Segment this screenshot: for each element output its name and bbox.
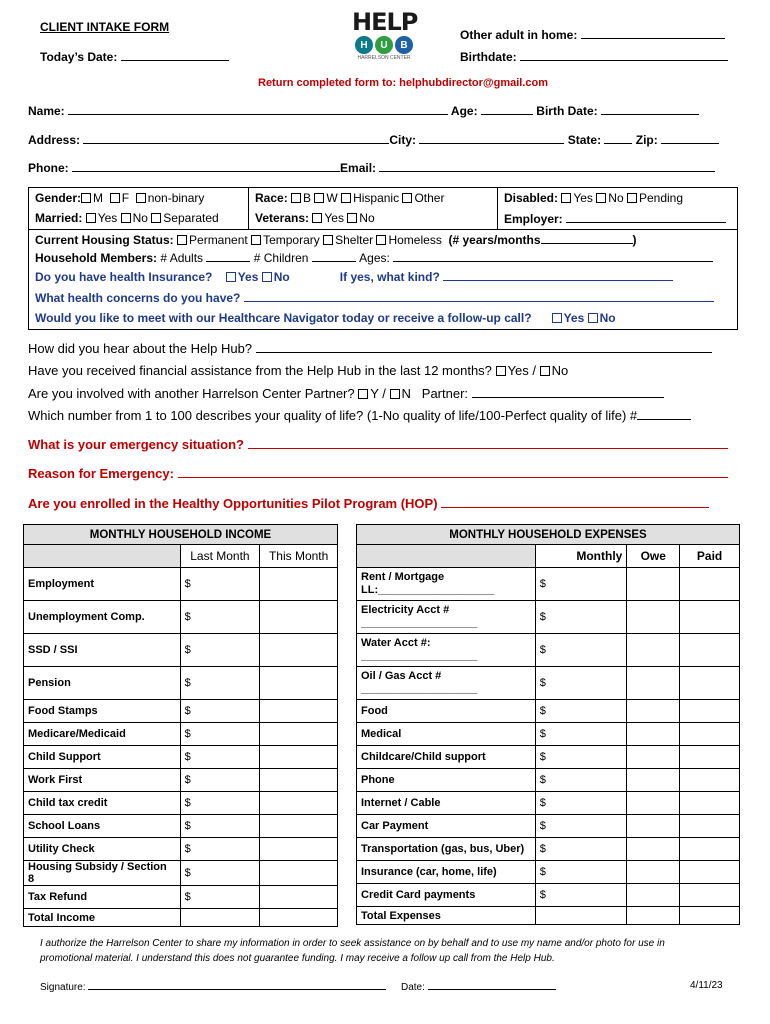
expenses-col-owe: Owe: [627, 545, 680, 568]
married-yes-checkbox[interactable]: [86, 213, 96, 223]
expense-row: [357, 723, 740, 746]
address-row: Address: City: State: Zip:: [28, 132, 719, 147]
expense-paid-cell[interactable]: [680, 792, 740, 815]
hear-question: How did you hear about the Help Hub?: [28, 341, 712, 356]
expense-owe-cell[interactable]: [627, 815, 680, 838]
housing-row: Current Housing Status: Permanent Temporary Shelter Homeless (# years/months ): [35, 233, 637, 247]
income-row-label: SSD / SSI: [24, 634, 181, 667]
hear-field[interactable]: [256, 341, 712, 353]
expense-row: [357, 746, 740, 769]
expense-owe-cell[interactable]: [627, 667, 680, 700]
expense-monthly-cell[interactable]: $: [535, 815, 627, 838]
income-row-label: Utility Check: [24, 838, 181, 861]
expense-row-label: Childcare/Child support: [357, 746, 536, 769]
income-last-month-cell[interactable]: $: [180, 815, 260, 838]
expense-owe-cell[interactable]: [627, 700, 680, 723]
signature-field[interactable]: [88, 980, 386, 990]
navigator-row: Would you like to meet with our Healthcare Navigator today or receive a follow-up call? Yes No: [35, 311, 616, 325]
expense-row-label: Food: [357, 700, 536, 723]
expense-row-label: Phone: [357, 769, 536, 792]
todays-date-field[interactable]: [121, 49, 229, 61]
income-this-month-cell[interactable]: [260, 601, 338, 634]
disabled-yes-checkbox[interactable]: [561, 193, 571, 203]
date-field[interactable]: [428, 980, 556, 990]
household-row: Household Members: # Adults # Children Ages:: [35, 250, 713, 265]
emergency-situation-field[interactable]: [248, 437, 728, 449]
expense-row-label: Transportation (gas, bus, Uber): [357, 838, 536, 861]
income-last-month-cell[interactable]: $: [180, 838, 260, 861]
income-col-last: Last Month: [180, 545, 260, 568]
expense-monthly-cell[interactable]: $: [535, 700, 627, 723]
expense-paid-cell[interactable]: [680, 884, 740, 907]
version-date: 4/11/23: [690, 980, 723, 991]
housing-permanent-checkbox[interactable]: [177, 235, 187, 245]
income-row-label: Pension: [24, 667, 181, 700]
gender-f-checkbox[interactable]: [110, 193, 120, 203]
income-last-month-cell[interactable]: $: [180, 746, 260, 769]
income-row-label: Employment: [24, 568, 181, 601]
assist-yes-checkbox[interactable]: [496, 366, 506, 376]
return-instructions: Return completed form to: helphubdirector@gmail.com: [258, 77, 549, 89]
address-field[interactable]: [83, 132, 389, 144]
income-row: [24, 746, 338, 769]
income-total-row: [24, 909, 338, 927]
expense-owe-cell[interactable]: [627, 884, 680, 907]
race-w-checkbox[interactable]: [314, 193, 324, 203]
expense-monthly-cell[interactable]: $: [535, 884, 627, 907]
income-row: [24, 634, 338, 667]
expense-row-label: Oil / Gas Acct # ___________________: [357, 667, 536, 700]
expense-row: [357, 838, 740, 861]
expense-monthly-cell[interactable]: $: [535, 667, 627, 700]
expense-monthly-cell[interactable]: $: [535, 723, 627, 746]
children-field[interactable]: [312, 250, 356, 262]
veterans-no-checkbox[interactable]: [347, 213, 357, 223]
insurance-no-checkbox[interactable]: [262, 272, 272, 282]
income-table: [23, 524, 338, 927]
navigator-yes-checkbox[interactable]: [552, 313, 562, 323]
insurance-kind-field[interactable]: [443, 269, 673, 281]
expense-monthly-cell[interactable]: $: [535, 861, 627, 884]
income-total-this[interactable]: [260, 909, 338, 927]
housing-homeless-checkbox[interactable]: [376, 235, 386, 245]
expense-monthly-cell[interactable]: $: [535, 792, 627, 815]
navigator-no-checkbox[interactable]: [588, 313, 598, 323]
income-this-month-cell[interactable]: [260, 723, 338, 746]
income-last-month-cell[interactable]: $: [180, 601, 260, 634]
city-field[interactable]: [419, 132, 564, 144]
expense-monthly-cell[interactable]: $: [535, 769, 627, 792]
expenses-table: [356, 524, 740, 925]
expense-paid-cell[interactable]: [680, 861, 740, 884]
expense-owe-cell[interactable]: [627, 769, 680, 792]
date-row: Date:: [401, 980, 556, 993]
income-last-month-cell[interactable]: $: [180, 861, 260, 886]
expense-paid-cell[interactable]: [680, 568, 740, 601]
income-row-label: Unemployment Comp.: [24, 601, 181, 634]
hop-question: Are you enrolled in the Healthy Opportunities Pilot Program (HOP): [28, 496, 709, 511]
consent-line-2: promotional material. I understand this does not guarantee funding. I may receive a follow up call from the Help Hub.: [40, 953, 555, 964]
income-this-month-cell[interactable]: [260, 861, 338, 886]
employer-row: Employer:: [504, 211, 726, 226]
landlord-field[interactable]: LL:___________________: [361, 584, 495, 596]
gender-m-checkbox[interactable]: [81, 193, 91, 203]
expense-total-monthly[interactable]: [535, 907, 627, 925]
income-row: [24, 792, 338, 815]
expense-owe-cell[interactable]: [627, 723, 680, 746]
emergency-reason-field[interactable]: [178, 466, 728, 478]
disabled-no-checkbox[interactable]: [596, 193, 606, 203]
income-row: [24, 601, 338, 634]
expense-paid-cell[interactable]: [680, 746, 740, 769]
name-field[interactable]: [68, 103, 448, 115]
expense-total-owe[interactable]: [627, 907, 680, 925]
years-field[interactable]: [541, 232, 633, 244]
income-this-month-cell[interactable]: [260, 667, 338, 700]
age-field[interactable]: [481, 103, 533, 115]
expense-total-label: Total Expenses: [357, 907, 536, 925]
partner-y-checkbox[interactable]: [358, 389, 368, 399]
income-last-month-cell[interactable]: $: [180, 723, 260, 746]
income-row: [24, 568, 338, 601]
housing-shelter-checkbox[interactable]: [323, 235, 333, 245]
income-last-month-cell[interactable]: $: [180, 700, 260, 723]
income-row-label: Tax Refund: [24, 886, 181, 909]
income-title: MONTHLY HOUSEHOLD INCOME: [24, 525, 338, 545]
income-row-label: Housing Subsidy / Section 8: [24, 861, 181, 886]
income-row: [24, 861, 338, 886]
ages-field[interactable]: [393, 250, 713, 262]
expense-row-label: Rent / Mortgage LL:___________________: [357, 568, 536, 601]
expense-total-paid[interactable]: [680, 907, 740, 925]
phone-field[interactable]: [72, 160, 340, 172]
expense-owe-cell[interactable]: [627, 568, 680, 601]
help-hub-logo: HELP H U B HARRELSON CENTER: [352, 8, 418, 61]
partner-n-checkbox[interactable]: [390, 389, 400, 399]
expense-total-row: [357, 907, 740, 925]
name-row: Name: Age: Birth Date:: [28, 103, 699, 118]
veterans-yes-checkbox[interactable]: [312, 213, 322, 223]
expense-row: [357, 769, 740, 792]
form-title: CLIENT INTAKE FORM: [40, 20, 170, 34]
expense-row-label: Credit Card payments: [357, 884, 536, 907]
adults-field[interactable]: [206, 250, 250, 262]
married-separated-checkbox[interactable]: [151, 213, 161, 223]
quality-field[interactable]: [637, 408, 691, 420]
income-last-month-cell[interactable]: $: [180, 769, 260, 792]
zip-field[interactable]: [661, 132, 719, 144]
expense-row: [357, 884, 740, 907]
income-this-month-cell[interactable]: [260, 746, 338, 769]
race-b-checkbox[interactable]: [291, 193, 301, 203]
state-field[interactable]: [604, 132, 632, 144]
expense-monthly-cell[interactable]: $: [535, 746, 627, 769]
insurance-yes-checkbox[interactable]: [226, 272, 236, 282]
expense-paid-cell[interactable]: [680, 700, 740, 723]
expense-paid-cell[interactable]: [680, 667, 740, 700]
race-hispanic-checkbox[interactable]: [341, 193, 351, 203]
income-row-label: Medicare/Medicaid: [24, 723, 181, 746]
expense-monthly-cell[interactable]: $: [535, 601, 627, 634]
expense-paid-cell[interactable]: [680, 723, 740, 746]
income-this-month-cell[interactable]: [260, 769, 338, 792]
income-row: [24, 723, 338, 746]
expense-row-label: Electricity Acct # ___________________: [357, 601, 536, 634]
expense-owe-cell[interactable]: [627, 601, 680, 634]
expense-owe-cell[interactable]: [627, 792, 680, 815]
expense-owe-cell[interactable]: [627, 634, 680, 667]
insurance-row: Do you have health Insurance? Yes No If yes, what kind?: [35, 269, 673, 284]
income-this-month-cell[interactable]: [260, 792, 338, 815]
expenses-col-monthly: Monthly: [535, 545, 627, 568]
email-field[interactable]: [379, 160, 715, 172]
income-row-label: Food Stamps: [24, 700, 181, 723]
income-this-month-cell[interactable]: [260, 700, 338, 723]
veterans-row: Veterans: Yes No: [255, 211, 375, 225]
housing-temporary-checkbox[interactable]: [251, 235, 261, 245]
income-this-month-cell[interactable]: [260, 568, 338, 601]
signature-row: Signature:: [40, 980, 386, 993]
income-row: [24, 700, 338, 723]
quality-question: Which number from 1 to 100 describes your quality of life? (1-No quality of life/100-Perfect quality of life) #: [28, 408, 691, 423]
expense-row-label: Internet / Cable: [357, 792, 536, 815]
expense-monthly-cell[interactable]: $: [535, 838, 627, 861]
assist-question: Have you received financial assistance from the Help Hub in the last 12 months? Yes / No: [28, 363, 569, 378]
phone-row: Phone: Email:: [28, 160, 715, 175]
income-last-month-cell[interactable]: $: [180, 634, 260, 667]
employer-field[interactable]: [566, 211, 726, 223]
expense-monthly-cell[interactable]: $: [535, 634, 627, 667]
expense-row: [357, 861, 740, 884]
expense-paid-cell[interactable]: [680, 815, 740, 838]
expense-row: [357, 667, 740, 700]
other-adult-label: Other adult in home:: [460, 27, 725, 42]
account-number-field[interactable]: ___________________: [361, 617, 478, 629]
expense-row-label: Medical: [357, 723, 536, 746]
partner-question: Are you involved with another Harrelson Center Partner? Y / N Partner:: [28, 386, 664, 401]
todays-date-label: Today’s Date:: [40, 49, 229, 64]
income-row: [24, 838, 338, 861]
birth-date-field[interactable]: [601, 103, 699, 115]
account-number-field[interactable]: ___________________: [361, 683, 478, 695]
hop-field[interactable]: [441, 496, 709, 508]
income-row: [24, 769, 338, 792]
gender-nonbinary-checkbox[interactable]: [136, 193, 146, 203]
expense-paid-cell[interactable]: [680, 769, 740, 792]
expense-row: [357, 601, 740, 634]
income-row: [24, 667, 338, 700]
disabled-row: Disabled: Yes No Pending: [504, 191, 684, 205]
expense-row: [357, 568, 740, 601]
partner-field[interactable]: [472, 386, 664, 398]
income-total-label: Total Income: [24, 909, 181, 927]
account-number-field[interactable]: ___________________: [361, 650, 478, 662]
income-row: [24, 886, 338, 909]
income-row-label: School Loans: [24, 815, 181, 838]
expense-row: [357, 700, 740, 723]
expense-monthly-cell[interactable]: $: [535, 568, 627, 601]
expense-row-label: Insurance (car, home, life): [357, 861, 536, 884]
assist-no-checkbox[interactable]: [540, 366, 550, 376]
income-this-month-cell[interactable]: [260, 815, 338, 838]
expense-paid-cell[interactable]: [680, 601, 740, 634]
concerns-row: What health concerns do you have?: [35, 290, 714, 305]
income-last-month-cell[interactable]: $: [180, 792, 260, 815]
married-no-checkbox[interactable]: [121, 213, 131, 223]
income-last-month-cell[interactable]: $: [180, 886, 260, 909]
concerns-field[interactable]: [244, 290, 714, 302]
income-total-last[interactable]: [180, 909, 260, 927]
income-row-label: Work First: [24, 769, 181, 792]
race-other-checkbox[interactable]: [402, 193, 412, 203]
income-col-this: This Month: [260, 545, 338, 568]
expense-row-label: Water Acct #: ___________________: [357, 634, 536, 667]
expense-owe-cell[interactable]: [627, 861, 680, 884]
race-row: Race: B W Hispanic Other: [255, 191, 445, 205]
expense-row: [357, 815, 740, 838]
income-this-month-cell[interactable]: [260, 838, 338, 861]
birthdate-label: Birthdate:: [460, 49, 728, 64]
expense-owe-cell[interactable]: [627, 838, 680, 861]
expense-row-label: Car Payment: [357, 815, 536, 838]
other-adult-field[interactable]: [581, 27, 725, 39]
expense-row: [357, 634, 740, 667]
married-row: Married: Yes No Separated: [35, 211, 219, 225]
expenses-title: MONTHLY HOUSEHOLD EXPENSES: [357, 525, 740, 545]
emergency-reason: Reason for Emergency:: [28, 466, 728, 481]
income-this-month-cell[interactable]: [260, 634, 338, 667]
income-row-label: Child tax credit: [24, 792, 181, 815]
consent-line-1: I authorize the Harrelson Center to share my information in order to seek assistance on by behalf and to use my name and/or photo for use in: [40, 938, 665, 949]
income-last-month-cell[interactable]: $: [180, 568, 260, 601]
gender-row: Gender: M F non-binary: [35, 191, 205, 205]
expense-owe-cell[interactable]: [627, 746, 680, 769]
expense-row: [357, 792, 740, 815]
income-row: [24, 815, 338, 838]
expenses-col-paid: Paid: [680, 545, 740, 568]
income-this-month-cell[interactable]: [260, 886, 338, 909]
income-row-label: Child Support: [24, 746, 181, 769]
expense-paid-cell[interactable]: [680, 634, 740, 667]
birthdate-field[interactable]: [520, 49, 728, 61]
emergency-situation: What is your emergency situation?: [28, 437, 728, 452]
expense-paid-cell[interactable]: [680, 838, 740, 861]
income-last-month-cell[interactable]: $: [180, 667, 260, 700]
disabled-pending-checkbox[interactable]: [627, 193, 637, 203]
